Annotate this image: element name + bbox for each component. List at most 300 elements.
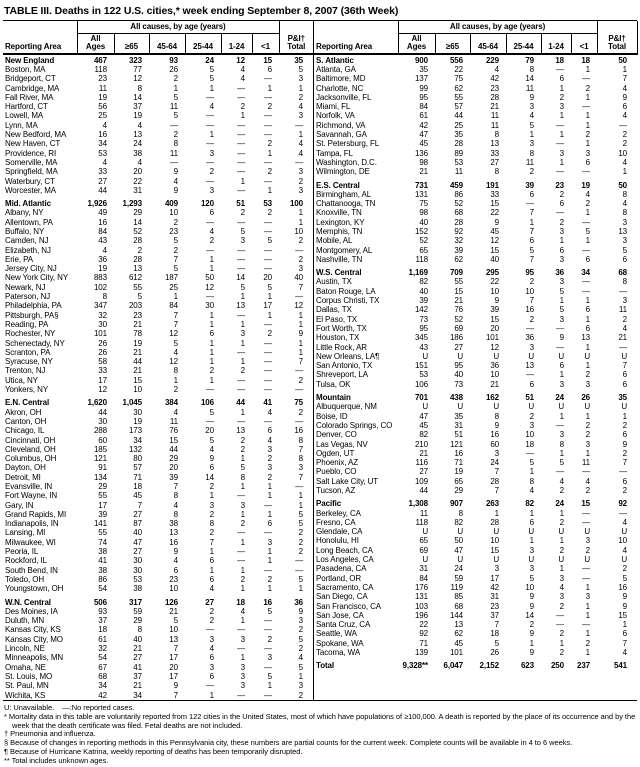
table-row [314,458,637,467]
cell-value: U [493,402,500,412]
cell-value: 5 [559,286,565,296]
row-label: Richmond, VA [316,120,366,130]
table-row [3,338,313,347]
cell-value: 556 [449,55,464,65]
cell-value: 1 [585,120,591,130]
cell-value: 1 [298,671,304,681]
cell-value: 2 [622,486,628,495]
cell-value: 58 [98,357,107,367]
cell-value: 13 [133,130,142,140]
row-label: Berkeley, CA [316,508,361,518]
cell-value: 13 [618,226,628,236]
cell-value: 51 [525,393,535,403]
row-label: Rochester, NY [5,329,56,339]
table-row [3,417,313,426]
cell-value: 3 [240,500,245,510]
cell-value: 36 [294,597,304,607]
cell-value: 4 [585,189,591,199]
cell-value: U [528,527,535,537]
cell-value: 7 [173,319,178,329]
cell-value: — [264,217,273,227]
cell-value: 29 [98,482,107,491]
cell-value: 45 [490,226,500,236]
cell-value: 1 [173,375,178,385]
mortality-table [3,20,637,701]
cell-value: 176 [414,582,429,592]
cell-value: 10 [525,430,535,440]
cell-value: 45 [419,420,429,430]
cell-value: 6 [267,64,273,74]
row-label: Lansing, MI [5,528,46,538]
cell-value: 19 [133,416,142,426]
cell-value: 3 [298,111,304,121]
all-ages-line2: Ages [85,42,106,51]
row-label: Albuquerque, NM [316,402,377,412]
cell-value: 2 [298,547,304,557]
cell-value: 7 [298,282,304,292]
table-row [314,139,637,148]
cell-value: 1 [240,653,245,663]
cell-value: 99 [419,83,429,93]
cell-value: 35 [454,411,464,421]
row-label: San Jose, CA [316,610,364,620]
cell-value: — [264,245,273,255]
cell-value: 106 [414,379,429,389]
cell-value: 60 [490,439,500,449]
cell-value: 4 [173,556,178,566]
cell-value: U [621,351,628,361]
row-label: E.N. Central [5,398,50,408]
cell-value: — [264,130,273,140]
cell-value: U [558,555,565,565]
table-row [3,435,313,444]
cell-value: 1,308 [408,499,429,509]
cell-value: — [582,217,591,227]
cell-value: 28 [133,254,142,264]
table-row [3,376,313,385]
cell-value: 80 [133,454,142,464]
cell-value: 24 [133,139,142,149]
cell-value: 907 [449,499,464,509]
cell-value: 8 [173,509,178,519]
cell-value: U [457,527,464,537]
cell-value: 61 [419,111,429,121]
cell-value: 3 [559,314,565,324]
cell-value: 1 [240,454,245,464]
cell-value: 3 [559,277,565,287]
cell-value: 5 [298,509,304,519]
cell-value: 22 [454,64,464,74]
cell-value: 16 [169,537,178,547]
table-row [3,519,313,528]
cell-value: 2 [529,167,535,177]
cell-value: 38 [133,584,142,594]
cell-value: — [170,120,178,130]
cell-value: 76 [454,305,464,315]
cell-value: 7 [173,482,178,491]
cell-value: 210 [414,439,429,449]
cell-value: 4 [173,176,178,186]
row-label: Houston, TX [316,333,360,343]
cell-value: 29 [133,208,142,218]
cell-value: 6 [267,426,273,436]
cell-value: 1 [267,83,273,93]
cell-value: 9 [494,420,500,430]
table-row [314,208,637,217]
cell-value: 3 [494,564,500,574]
table-row [314,324,637,333]
cell-value: 27 [133,509,142,519]
cell-value: 1 [529,467,535,477]
cell-value: 7 [622,74,628,84]
cell-value: 98 [419,208,429,218]
table-row [314,620,637,629]
row-label: Canton, OH [5,416,47,426]
table-row [3,366,313,375]
cell-value: 1,926 [87,199,107,209]
row-label: Seattle, WA [316,629,357,639]
cell-value: — [582,573,591,583]
cell-value: 34 [133,690,142,700]
cell-value: — [264,92,273,102]
cell-value: 31 [490,592,500,602]
row-label: Syracuse, NY [5,357,53,367]
cell-value: 1 [267,148,273,158]
row-label: Sacramento, CA [316,582,374,592]
cell-value: 2 [298,236,304,246]
row-label: Ogden, UT [316,448,355,458]
cell-value: 30 [133,407,142,417]
cell-value: 3 [585,592,591,602]
cell-value: 28 [490,92,500,102]
cell-value: 1 [585,448,591,458]
table-row [314,287,637,296]
cell-value: — [582,517,591,527]
cell-value: — [206,385,214,395]
cell-value: 4 [622,323,628,333]
cell-value: 1 [298,310,304,320]
cell-value: 5 [173,92,178,102]
column-header-1-24: 1-24 [221,33,252,54]
table-row [3,445,313,454]
cell-value: U [457,402,464,412]
row-label: Total [316,661,335,671]
cell-value: 2 [585,638,591,648]
cell-value: 1 [585,139,591,149]
cell-value: 151 [414,361,429,371]
cell-value: 40 [490,254,500,264]
cell-value: 21 [490,379,500,389]
cell-value: 21 [133,644,142,654]
table-row [3,348,313,357]
cell-value: U [422,555,429,565]
cell-value: 44 [454,111,464,121]
cell-value: 134 [93,472,107,482]
cell-value: 144 [449,610,464,620]
cell-value: 2 [298,644,304,654]
cell-value: — [619,508,628,518]
cell-value: 6 [585,157,591,167]
cell-value: 38 [133,148,142,158]
table-row [3,74,313,83]
row-label: San Diego, CA [316,592,368,602]
cell-value: U [558,527,565,537]
cell-value: — [237,385,245,395]
cell-value: 91 [98,463,107,473]
cell-value: 7 [622,638,628,648]
cell-value: 6 [267,519,273,529]
row-label: New Haven, CT [5,139,61,149]
cell-value: 45 [419,139,429,149]
pi-line2: Total [287,42,306,51]
cell-value: — [237,139,245,149]
cell-value: 263 [485,499,500,509]
cell-value: — [237,120,245,130]
cell-value: 2 [209,616,214,626]
cell-value: — [295,482,304,491]
row-label: Buffalo, NY [5,226,45,236]
section-row [314,264,637,277]
section-row [314,389,637,402]
cell-value: 20 [490,323,500,333]
row-label: Los Angeles, CA [316,555,374,565]
cell-value: 47 [419,411,429,421]
cell-value: 10 [618,536,628,546]
row-label: Scranton, PA [5,347,51,357]
cell-value: 27 [419,467,429,477]
cell-value: 4 [240,606,245,616]
cell-value: 409 [164,199,178,209]
table-row [314,93,637,102]
cell-value: 10 [618,148,628,158]
cell-value: 11 [581,458,591,468]
column-header-1-24: 1-24 [541,33,571,54]
cell-value: 20 [169,463,178,473]
cell-value: 68 [618,268,628,278]
cell-value: 1 [529,638,535,648]
cell-value: 18 [555,55,565,65]
cell-value: U [422,527,429,537]
cell-value: — [237,92,245,102]
cell-value: 10 [490,536,500,546]
row-label: Birmingham, AL [316,189,372,199]
cell-value: 36 [555,268,565,278]
cell-value: — [237,264,245,274]
cell-value: 3 [240,681,245,691]
cell-value: 12 [169,357,178,367]
cell-value: 9 [622,592,628,602]
cell-value: 4 [298,653,304,663]
cell-value: 1 [585,236,591,246]
cell-value: 75 [419,199,429,209]
row-label: Fresno, CA [316,517,356,527]
cell-value: — [206,176,214,186]
cell-value: 55 [133,282,142,292]
table-row [314,536,637,545]
cell-value: 5 [559,305,565,315]
cell-value: U [558,402,565,412]
cell-value: 13 [454,620,464,630]
cell-value: 92 [618,499,628,509]
cell-value: 3 [559,592,565,602]
cell-value: 13 [133,264,142,274]
cell-value: — [206,292,214,302]
cell-value: 17 [98,500,107,510]
cell-value: 2 [585,199,591,209]
cell-value: 4 [173,500,178,510]
cell-value: 13 [236,426,245,436]
cell-value: 1 [209,375,214,385]
row-label: Tampa, FL [316,148,353,158]
row-label: New England [5,55,55,65]
cell-value: 8 [209,519,214,529]
cell-value: — [264,565,273,575]
cell-value: — [556,342,565,352]
cell-value: 2 [585,545,591,555]
cell-value: 1 [209,347,214,357]
cell-value: 3 [622,217,628,227]
row-label: Savannah, GA [316,130,367,140]
table-row [3,635,313,644]
table-row [3,167,313,176]
cell-value: 53 [263,199,273,209]
cell-value: 7 [173,310,178,320]
cell-value: 8 [622,189,628,199]
column-header-reporting-area: Reporting Area [3,21,77,54]
cell-value: 50 [205,273,214,283]
table-row [314,333,637,342]
cell-value: 8 [298,454,304,464]
cell-value: U [584,555,591,565]
row-label: Kansas City, MO [5,634,63,644]
cell-value: 1 [622,64,628,74]
cell-value: 10 [169,208,178,218]
cell-value: — [264,500,273,510]
cell-value: 5 [173,338,178,348]
cell-value: 20 [263,273,273,283]
cell-value: 1,045 [122,398,142,408]
row-label: Lynn, MA [5,120,38,130]
table-row [3,148,313,157]
cell-value: 6 [559,361,565,371]
cell-value: 2 [267,208,273,218]
cell-value: 1 [529,130,535,140]
cell-value: 2 [298,254,304,264]
cell-value: — [206,416,214,426]
table-row [314,111,637,120]
table-row [3,556,313,565]
cell-value: 9 [529,592,535,602]
cell-value: 14 [525,610,535,620]
cell-value: — [237,547,245,557]
row-label: Tacoma, WA [316,648,361,658]
cell-value: 37 [98,616,107,626]
cell-value: 12 [169,329,178,339]
cell-value: 45 [133,491,142,501]
row-label: Duluth, MN [5,616,45,626]
cell-value: 2 [267,634,273,644]
cell-value: 95 [525,268,535,278]
cell-value: 4 [559,582,565,592]
cell-value: U [558,351,565,361]
cell-value: 6 [559,245,565,255]
section-row [3,394,313,407]
cell-value: 2 [585,83,591,93]
cell-value: — [237,644,245,654]
cell-value: 10 [169,625,178,635]
cell-value: 5 [137,292,142,302]
cell-value: 50 [618,55,628,65]
cell-value: — [237,148,245,158]
cell-value: 4 [173,347,178,357]
cell-value: 5 [298,574,304,584]
table-row [314,574,637,583]
cell-value: 41 [263,398,273,408]
cell-value: — [295,416,304,426]
cell-value: 1 [585,64,591,74]
cell-value: 8 [529,64,535,74]
cell-value: 40 [294,273,304,283]
cell-value: — [264,662,273,672]
cell-value: 28 [454,139,464,149]
cell-value: 1 [209,547,214,557]
cell-value: — [264,319,273,329]
cell-value: 2 [209,236,214,246]
column-header-all-ages [77,33,114,54]
cell-value: 4 [298,139,304,149]
cell-value: 4 [102,157,107,167]
table-row [3,690,313,699]
cell-value: — [264,644,273,654]
cell-value: 93 [169,55,178,65]
cell-value: — [582,564,591,574]
cell-value: 65 [454,476,464,486]
cell-value: 51 [454,430,464,440]
cell-value: — [264,226,273,236]
cell-value: 37 [490,610,500,620]
row-label: Rockford, IL [5,556,47,566]
cell-value: 26 [169,64,178,74]
cell-value: 32 [98,644,107,654]
cell-value: 6 [529,236,535,246]
cell-value: 44 [98,185,107,195]
column-header-reporting-area: Reporting Area [314,21,398,54]
cell-value: 12 [294,301,304,311]
cell-value: 1 [209,491,214,501]
cell-value: 384 [164,398,178,408]
table-row [3,510,313,519]
cell-value: 11 [419,508,429,518]
cell-value: 5 [529,245,535,255]
cell-value: 3 [267,537,273,547]
cell-value: 23 [555,180,565,190]
table-row [314,277,637,286]
cell-value: — [264,264,273,274]
cell-value: 137 [414,74,429,84]
cell-value: 4 [209,102,214,112]
cell-value: 3 [529,342,535,352]
cell-value: 102 [93,282,107,292]
row-label: Schenectady, NY [5,338,65,348]
cell-value: 4 [529,111,535,121]
cell-value: 2 [529,620,535,630]
cell-value: — [206,217,214,227]
cell-value: 37 [133,102,142,112]
table-row [3,547,313,556]
cell-value: U [422,402,429,412]
row-label: Norfolk, VA [316,111,355,121]
table-row [314,315,637,324]
